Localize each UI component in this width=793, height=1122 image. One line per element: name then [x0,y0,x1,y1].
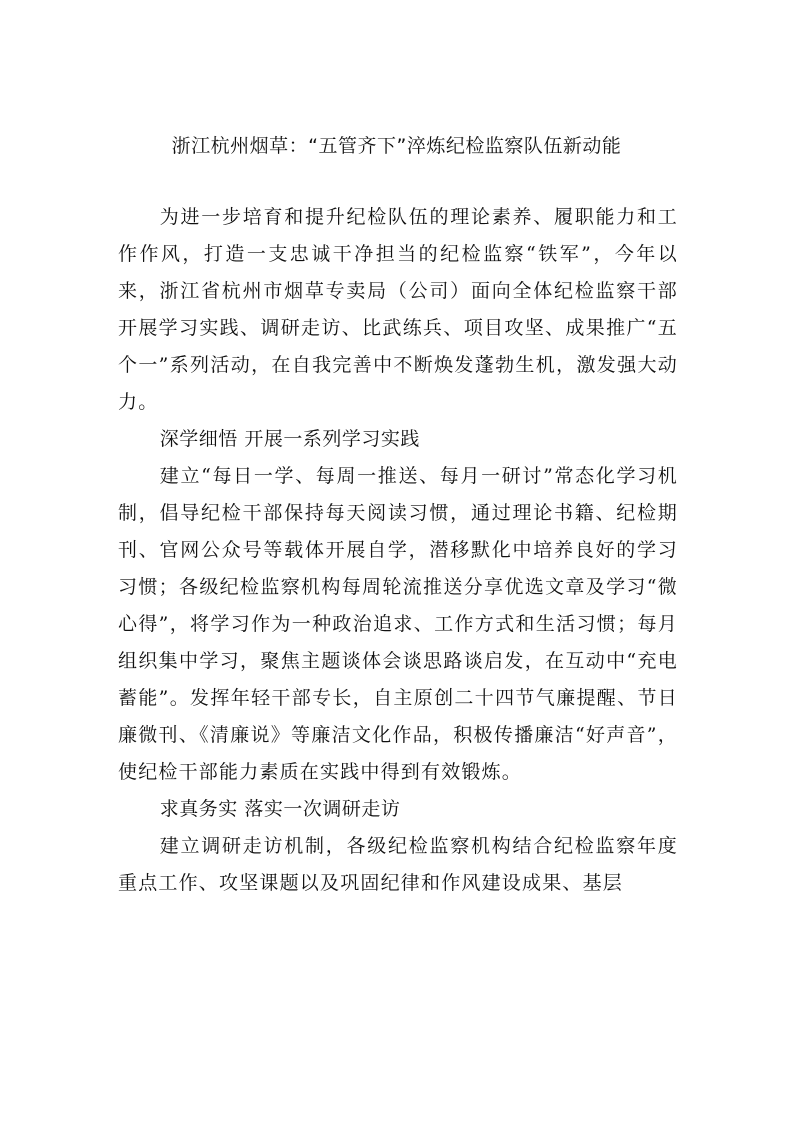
intro-paragraph: 为进一步培育和提升纪检队伍的理论素养、履职能力和工作作风，打造一支忠诚干净担当的纪检监察“铁军”，今年以来，浙江省杭州市烟草专卖局（公司）面向全体纪检监察干部开展学习实践、调研走访、比武练兵、项目攻坚、成果推广“五个一”系列活动，在自我完善中不断焕发蓬勃生机，激发强大动力。 [118,206,678,413]
study-paragraph: 建立“每日一学、每周一推送、每月一研讨”常态化学习机制，倡导纪检干部保持每天阅读习惯，通过理论书籍、纪检期刊、官网公众号等载体开展自学，潜移默化中培养良好的学习习惯；各级纪检监察机构每周轮流推送分享优选文章及学习“微心得”，将学习作为一种政治追求、工作方式和生活习惯；每月组织集中学习，聚焦主题谈体会谈思路谈启发，在互动中“充电蓄能”。发挥年轻干部专长，自主原创二十四节气廉提醒、节日廉微刊、《清廉说》等廉洁文化作品，积极传播廉洁“好声音”，使纪检干部能力素质在实践中得到有效锻炼。 [118,465,678,783]
section-heading-study: 深学细悟 开展一系列学习实践 [159,428,420,450]
document-title: 浙江杭州烟草：“五管齐下”淬炼纪检监察队伍新动能 [171,135,622,157]
research-paragraph: 建立调研走访机制，各级纪检监察机构结合纪检监察年度重点工作、攻坚课题以及巩固纪律和作风建设成果、基层 [118,835,678,894]
section-heading-research: 求真务实 落实一次调研走访 [159,798,401,820]
document-body [118,199,678,902]
